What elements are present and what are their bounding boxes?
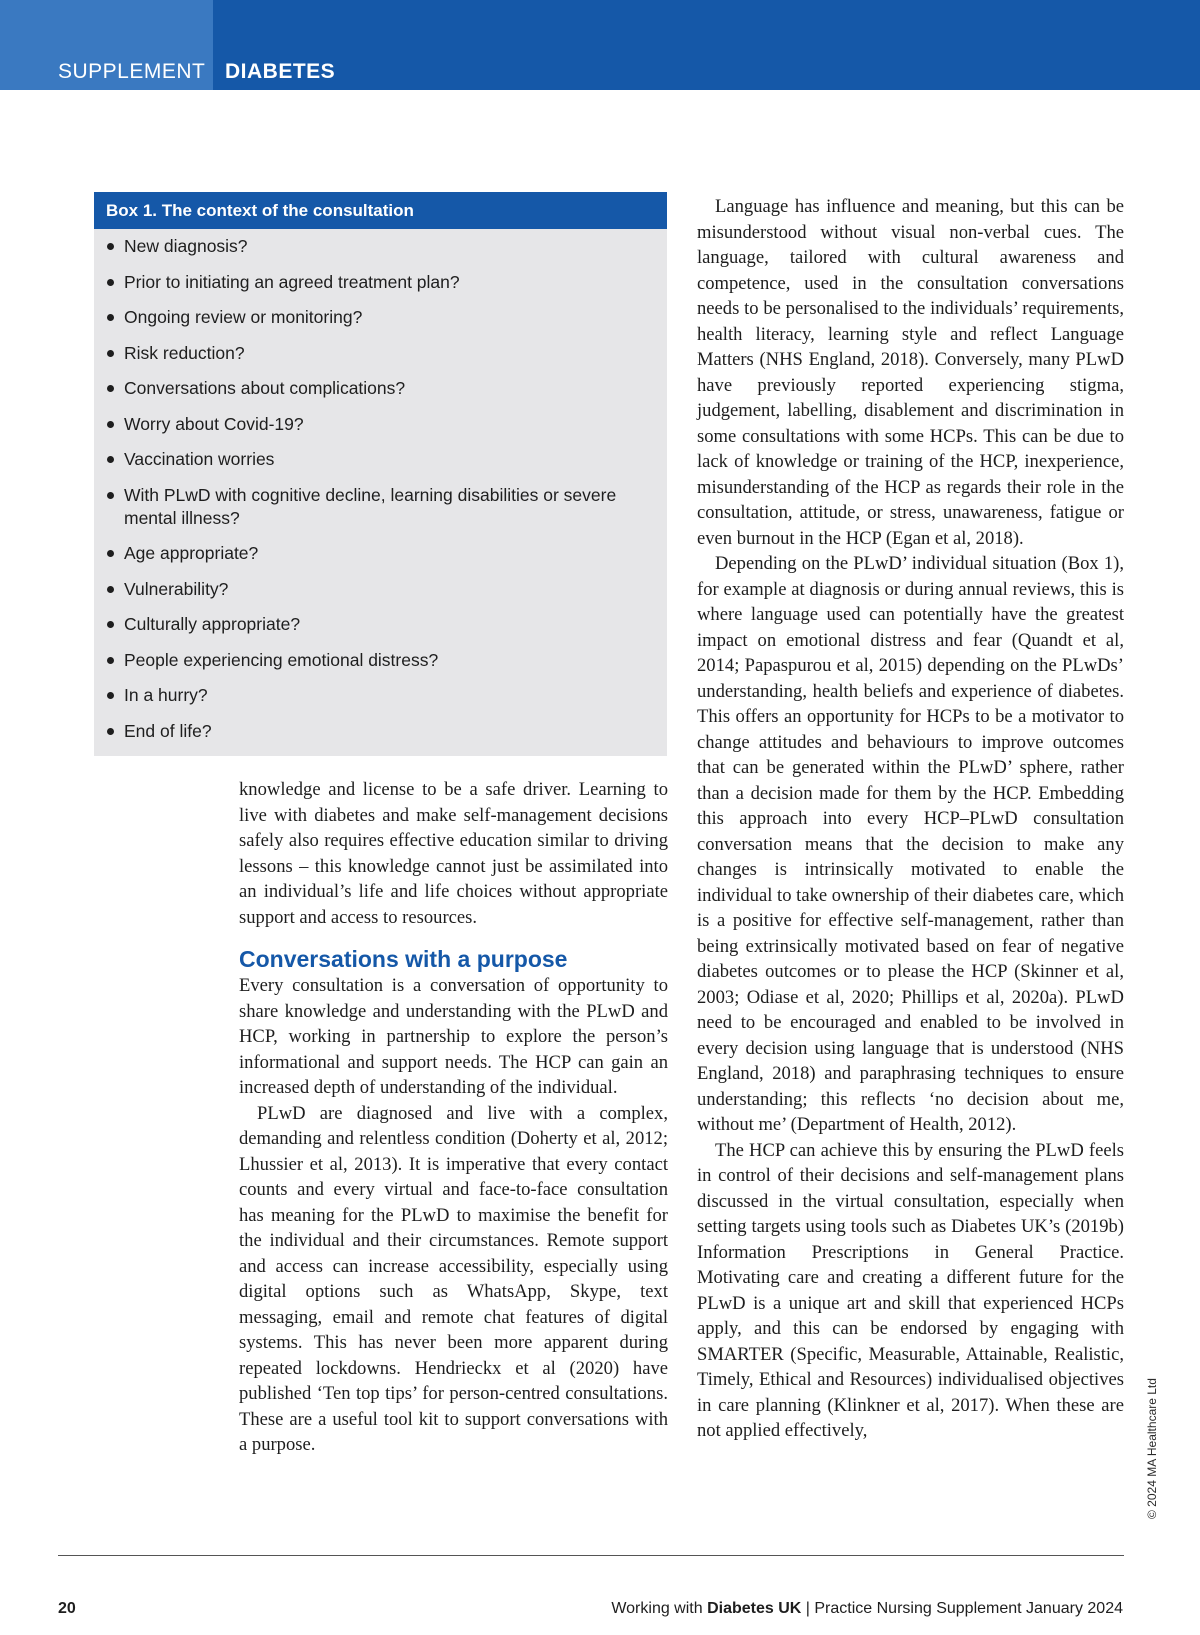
list-item: End of life? bbox=[106, 720, 655, 743]
header-band-right bbox=[213, 0, 1200, 90]
list-item: Ongoing review or monitoring? bbox=[106, 306, 655, 329]
list-item: Prior to initiating an agreed treatment plan? bbox=[106, 271, 655, 294]
box-1 bbox=[94, 192, 667, 756]
list-item: Culturally appropriate? bbox=[106, 613, 655, 636]
header-topic-label: DIABETES bbox=[225, 60, 336, 83]
section-heading: Conversations with a purpose bbox=[239, 946, 568, 972]
footer-prefix: Working with bbox=[611, 1600, 708, 1617]
paragraph: Depending on the PLwD’ individual situation (Box 1), for example at diagnosis or during annual reviews, this is where language used can potentially have the greatest impact on emotional distress and fear (Quandt et al, 2014; Papaspurou et al, 2015) depending on the PLwDs’ understanding, health beliefs and experience of diabetes. This offers an opportunity for HCPs to be a motivator to change attitudes and behaviours to improve outcomes that can be generated within the PLwD’ sphere, rather than a decision made for them by the HCP. Embedding this approach into every HCP–PLwD consultation conversation means that the decision to make any changes is intrinsically motivated to enable the individual to take ownership of their diabetes care, which is a positive for effective self-management, rather than being extrinsically motivated based on fear of negative diabetes outcomes or to please the HCP (Skinner et al, 2003; Odiase et al, 2020; Phillips et al, 2020a). PLwD need to be encouraged and enabled to be involved in every decision using language that is understood (NHS England, 2018) and paraphrasing techniques to ensure understanding; this reflects ‘no decision about me, without me’ (Department of Health, 2012). bbox=[697, 553, 1125, 1135]
paragraph: Language has influence and meaning, but this can be misunderstood without visual non-verbal cues. The language, tailored with cultural awareness and competence, used in the consultation conversations needs to be personalised to the individuals’ requirements, health literacy, learning style and reflect Language Matters (NHS England, 2018). Conversely, many PLwD have previously reported experiencing stigma, judgement, labelling, disablement and discrimination in some consultations with some HCPs. This can be due to lack of knowledge or training of the HCP, inexperience, misunderstanding of the HCP as regards their role in the consultation, attitude, or stress, unawareness, fatigue or even burnout in the HCP (Egan et al, 2018). bbox=[697, 196, 1124, 549]
list-item: Age appropriate? bbox=[106, 542, 655, 565]
header-section-label: SUPPLEMENT bbox=[58, 60, 206, 83]
paragraph: PLwD are diagnosed and live with a complex, demanding and relentless condition (Doherty et al, 2012; Lhussier et al, 2013). It is imperative that every contact counts and every virtual and face-to-face consultation has meaning for the PLwD to maximise the benefit for the individual and their circumstances. Remote support and access can increase accessibility, especially using digital options such as WhatsApp, Skype, text messaging, email and remote chat features of digital systems. This has never been more apparent during repeated lockdowns. Hendrieckx et al (2020) have published ‘Ten top tips’ for person-centred consultations. These are a useful tool kit to support conversations with a purpose. bbox=[239, 1102, 668, 1455]
copyright-text: © 2024 MA Healthcare Ltd bbox=[1145, 1378, 1159, 1519]
footer-divider bbox=[58, 1555, 1124, 1556]
list-item: People experiencing emotional distress? bbox=[106, 649, 655, 672]
footer-suffix: | Practice Nursing Supplement January 2024 bbox=[801, 1600, 1123, 1617]
list-item: Vulnerability? bbox=[106, 578, 655, 601]
paragraph: Every consultation is a conversation of opportunity to share knowledge and understanding with the PLwD and HCP, working in partnership to explore the person’s informational and support needs. The HCP can gain an increased depth of understanding of the individual. bbox=[239, 975, 668, 1098]
footer-citation bbox=[611, 1600, 1123, 1618]
text-column-left bbox=[239, 777, 668, 1458]
paragraph: The HCP can achieve this by ensuring the PLwD feels in control of their decisions and self-management plans discussed in the virtual consultation, especially when setting targets using tools such as Diabetes UK’s (2019b) Information Prescriptions in General Practice. Motivating care and creating a different future for the PLwD is a unique art and skill that experienced HCPs apply, and this can be endorsed by engaging with SMARTER (Specific, Measurable, Attainable, Realistic, Timely, Ethical and Resources) individualised objectives in care planning (Klinkner et al, 2017). When these are not applied effectively, bbox=[697, 1139, 1124, 1441]
paragraph: knowledge and license to be a safe driver. Learning to live with diabetes and make self-management decisions safely also requires effective education similar to driving lessons – this knowledge cannot just be assimilated into an individual’s life and life choices without appropriate support and access to resources. bbox=[239, 779, 668, 928]
footer-brand: Diabetes UK bbox=[707, 1600, 802, 1617]
page-number: 20 bbox=[58, 1600, 76, 1617]
list-item: Risk reduction? bbox=[106, 342, 655, 365]
list-item: Conversations about complications? bbox=[106, 377, 655, 400]
list-item: Vaccination worries bbox=[106, 448, 655, 471]
list-item: New diagnosis? bbox=[106, 235, 655, 258]
list-item: With PLwD with cognitive decline, learning disabilities or severe mental illness? bbox=[106, 484, 655, 530]
list-item: Worry about Covid-19? bbox=[106, 413, 655, 436]
box-list bbox=[94, 229, 667, 743]
list-item: In a hurry? bbox=[106, 684, 655, 707]
box-title: Box 1. The context of the consultation bbox=[94, 192, 667, 229]
text-column-right bbox=[697, 194, 1124, 1444]
